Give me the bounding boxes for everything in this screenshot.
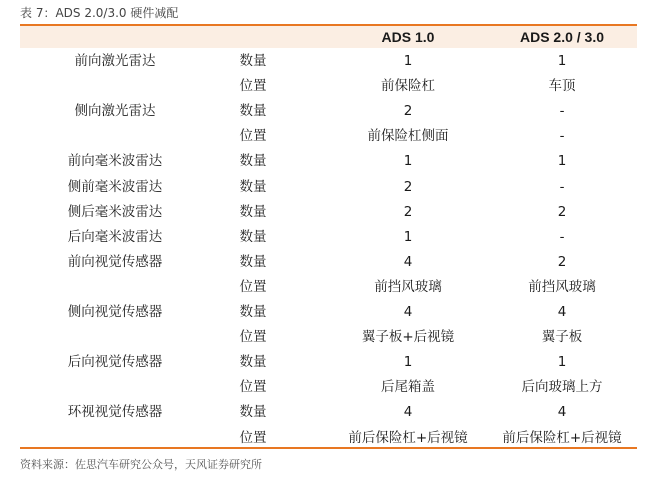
cell-component: 环视视觉传感器 <box>67 404 163 421</box>
cell-attribute: 数量 <box>239 178 267 195</box>
cell-ads1: 2 <box>403 178 413 195</box>
cell-component <box>20 275 210 300</box>
table-bottom-rule <box>20 447 637 449</box>
cell-attribute: 位置 <box>239 379 267 396</box>
cell-component: 后向视觉传感器 <box>67 354 163 371</box>
cell-component: 前向视觉传感器 <box>67 253 163 270</box>
table-row <box>20 375 637 400</box>
cell-component: 前向毫米波雷达 <box>67 153 163 170</box>
cell-ads1: 4 <box>403 404 413 421</box>
cell-ads1: 1 <box>403 153 413 170</box>
cell-component <box>20 74 210 99</box>
cell-ads1: 前保险杠侧面 <box>367 128 449 145</box>
cell-ads23: 1 <box>557 53 567 69</box>
header-cell-attribute <box>218 26 288 48</box>
cell-attribute: 位置 <box>239 128 267 145</box>
table-row <box>20 149 637 174</box>
table-row <box>20 124 637 149</box>
cell-attribute: 数量 <box>239 228 267 245</box>
table-row <box>20 200 637 225</box>
cell-attribute: 位置 <box>239 329 267 346</box>
table-header-row <box>20 26 637 51</box>
table-row <box>20 400 637 425</box>
table-caption: 表 7：ADS 2.0/3.0 硬件减配 <box>20 6 179 20</box>
cell-ads1: 4 <box>403 304 413 320</box>
cell-ads1: 4 <box>403 253 413 270</box>
cell-ads1: 1 <box>403 53 413 69</box>
cell-ads23: 2 <box>557 203 567 220</box>
cell-component: 侧后毫米波雷达 <box>67 203 163 220</box>
cell-ads23: 前后保险杠+后视镜 <box>502 429 622 446</box>
cell-attribute: 数量 <box>239 203 267 220</box>
table-row <box>20 99 637 124</box>
table-row <box>20 175 637 200</box>
cell-ads23: 4 <box>557 404 567 421</box>
cell-ads23: - <box>559 178 565 195</box>
cell-attribute: 位置 <box>239 78 267 95</box>
cell-ads23: 翼子板 <box>541 329 583 346</box>
cell-attribute: 位置 <box>239 429 267 446</box>
cell-attribute: 数量 <box>239 404 267 421</box>
cell-ads23: 4 <box>557 304 567 320</box>
cell-ads23: - <box>559 103 565 120</box>
table-row <box>20 350 637 375</box>
cell-component <box>20 375 210 400</box>
cell-ads1: 前保险杠 <box>381 78 435 95</box>
table-row <box>20 49 637 74</box>
cell-ads23: - <box>559 128 565 145</box>
cell-ads23: - <box>559 228 565 245</box>
cell-ads23: 1 <box>557 153 567 170</box>
cell-ads23: 2 <box>557 253 567 270</box>
header-cell-component <box>20 26 210 48</box>
cell-attribute: 数量 <box>239 354 267 371</box>
cell-attribute: 数量 <box>239 304 267 320</box>
cell-ads1: 翼子板+后视镜 <box>361 329 455 346</box>
cell-component: 前向激光雷达 <box>74 53 156 69</box>
cell-ads23: 车顶 <box>548 78 576 95</box>
table-row <box>20 300 637 325</box>
cell-ads1: 2 <box>403 203 413 220</box>
table-row <box>20 225 637 250</box>
table-row <box>20 250 637 275</box>
cell-ads1: 1 <box>403 228 413 245</box>
cell-ads1: 前后保险杠+后视镜 <box>348 429 468 446</box>
cell-ads1: 前挡风玻璃 <box>374 278 442 295</box>
cell-component <box>20 124 210 149</box>
header-cell-ads23: ADS 2.0 / 3.0 <box>519 29 605 45</box>
cell-ads23: 前挡风玻璃 <box>528 278 596 295</box>
cell-component: 侧向视觉传感器 <box>67 304 163 320</box>
table-row <box>20 74 637 99</box>
cell-attribute: 数量 <box>239 253 267 270</box>
table-row <box>20 275 637 300</box>
cell-component: 侧前毫米波雷达 <box>67 178 163 195</box>
cell-ads23: 后向玻璃上方 <box>521 379 603 396</box>
cell-ads1: 后尾箱盖 <box>381 379 435 396</box>
cell-ads1: 1 <box>403 354 413 371</box>
header-cell-ads1: ADS 1.0 <box>381 29 435 45</box>
cell-attribute: 数量 <box>239 153 267 170</box>
cell-ads23: 1 <box>557 354 567 371</box>
cell-attribute: 数量 <box>239 53 267 69</box>
source-note: 资料来源：佐思汽车研究公众号，天风证券研究所 <box>20 458 262 471</box>
cell-component: 侧向激光雷达 <box>74 103 156 120</box>
cell-ads1: 2 <box>403 103 413 120</box>
cell-component <box>20 325 210 350</box>
cell-attribute: 数量 <box>239 103 267 120</box>
cell-attribute: 位置 <box>239 278 267 295</box>
cell-component: 后向毫米波雷达 <box>67 228 163 245</box>
table-row <box>20 325 637 350</box>
